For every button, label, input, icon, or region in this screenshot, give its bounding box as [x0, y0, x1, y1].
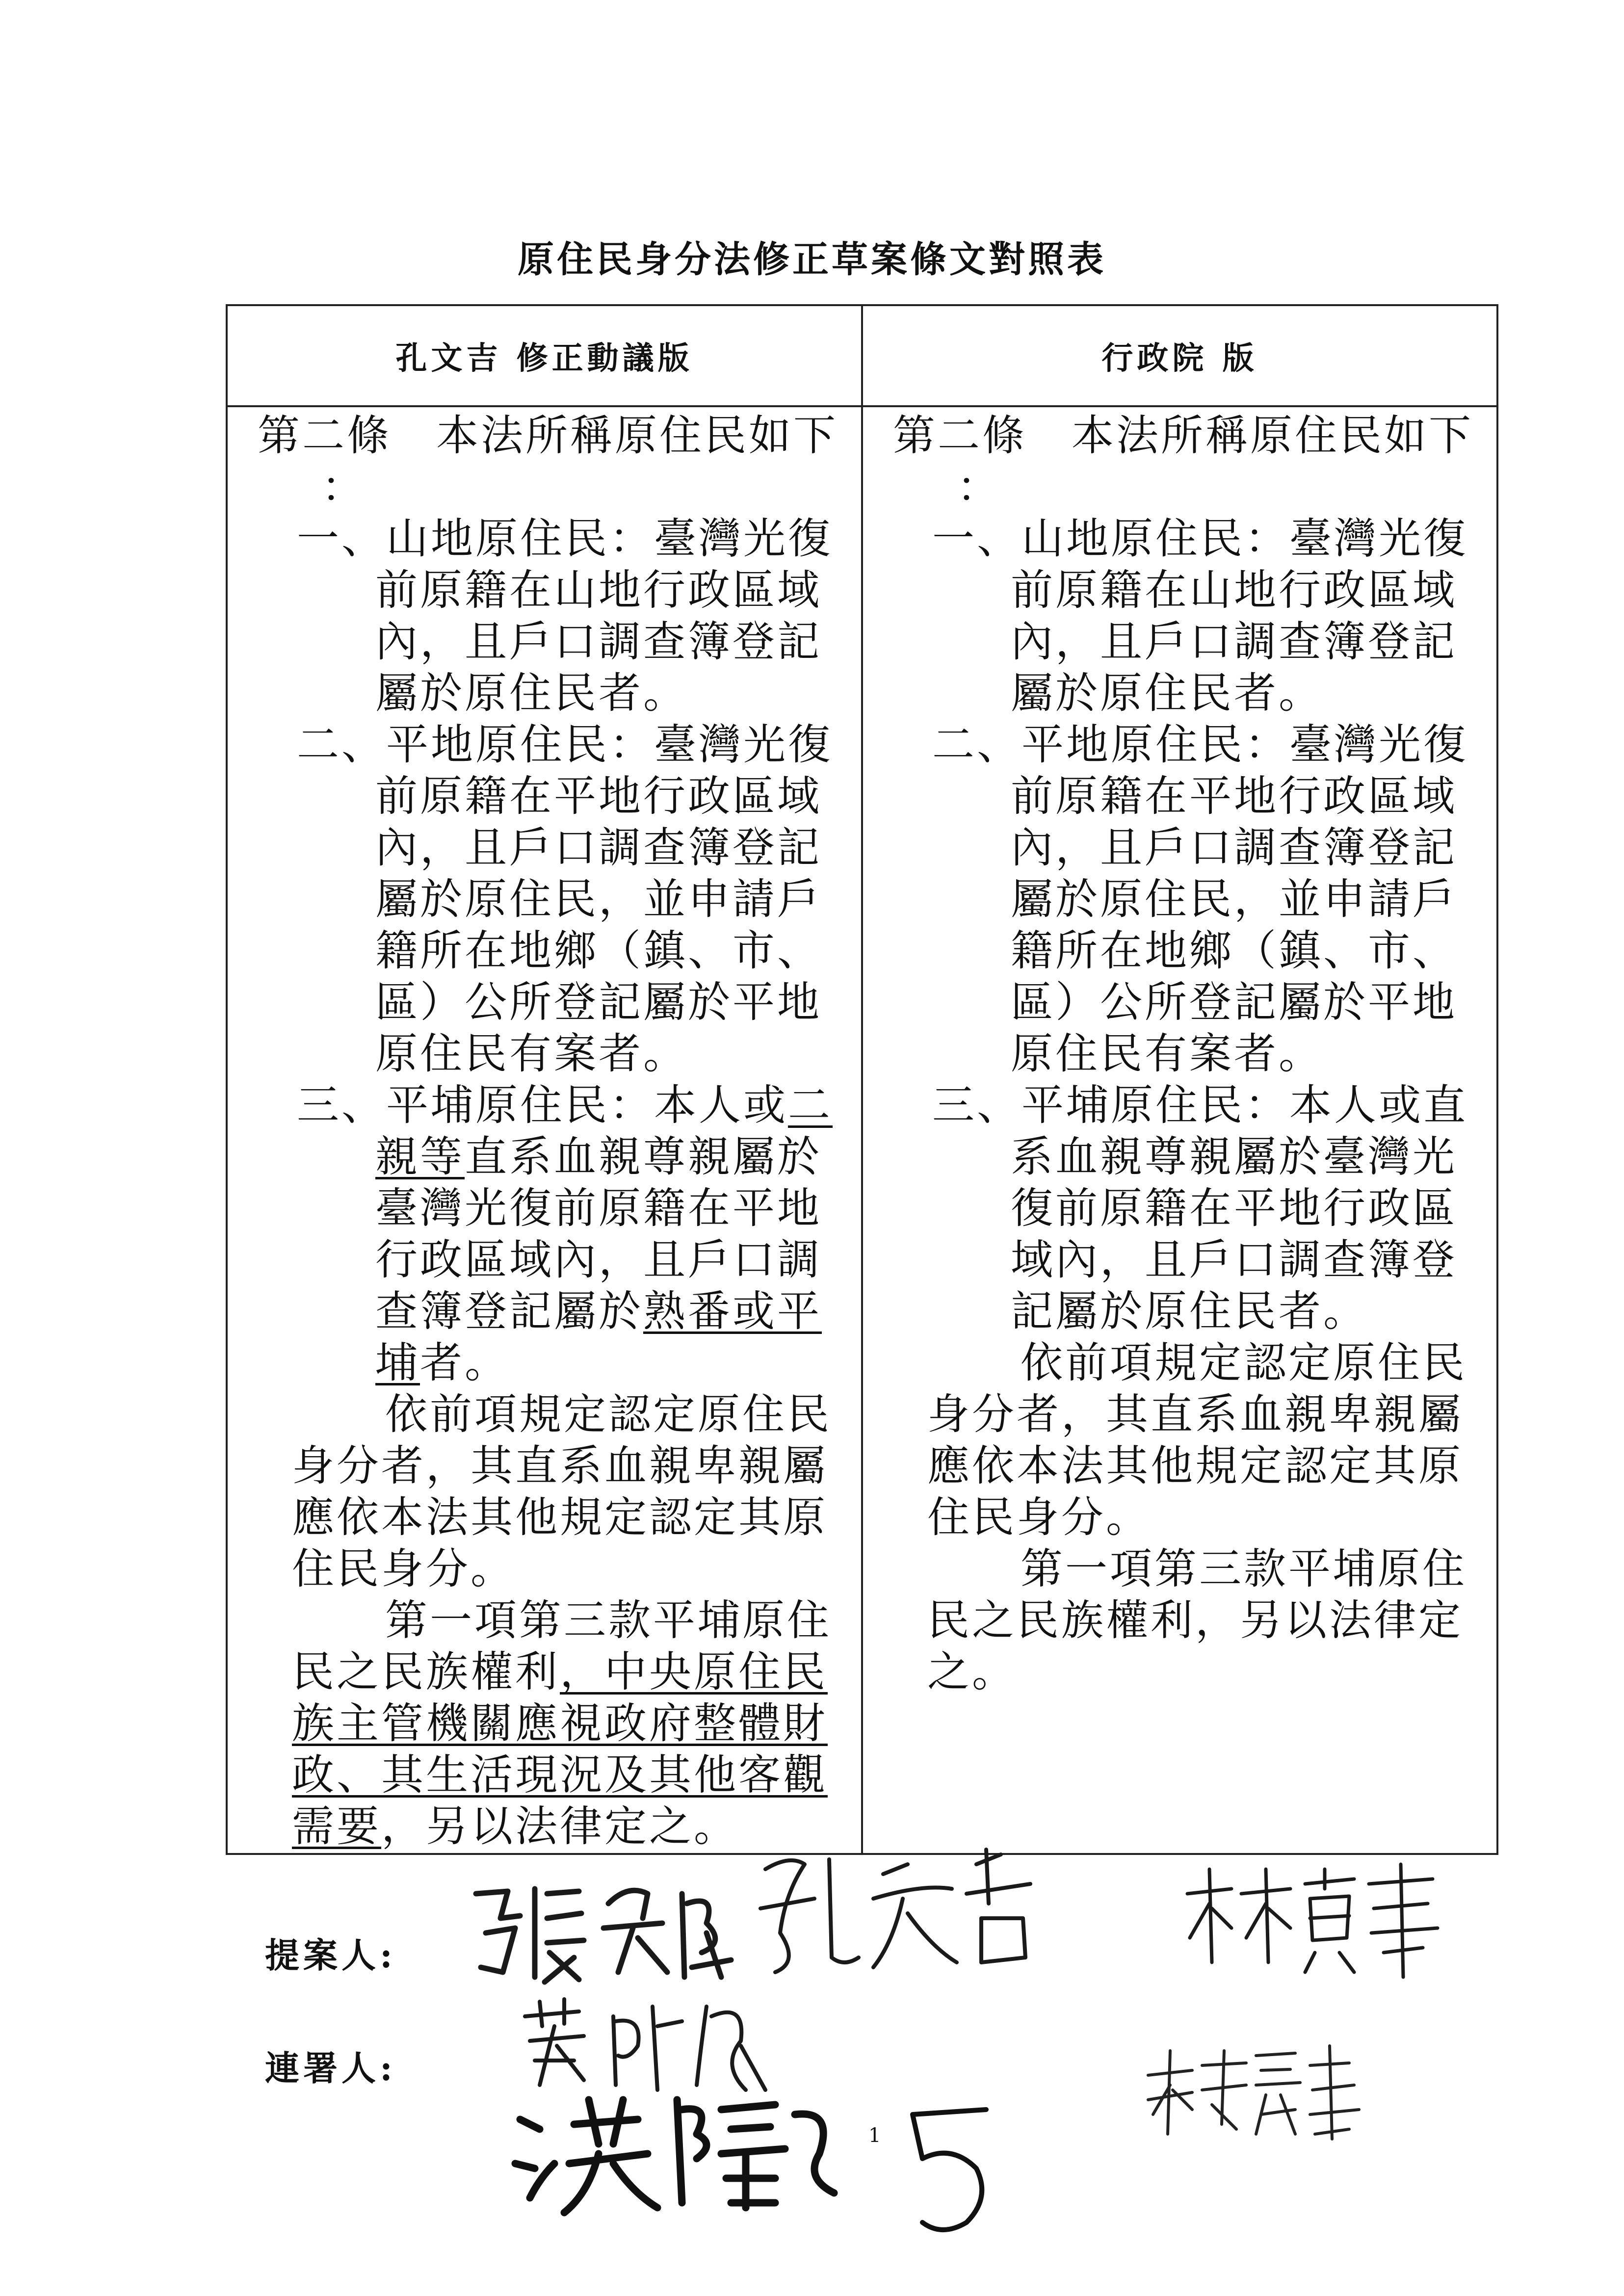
right-article-colon: ： [957, 463, 1001, 512]
right-item-1: 一、山地原住民：臺灣光復前原籍在山地行政區域內，且戶口調查簿登記屬於原住民者。 [932, 514, 1468, 718]
left-paragraph-3-text-b: ，另以法律定之。 [381, 1802, 738, 1851]
header-row [227, 305, 1497, 406]
left-paragraph-3-underlined: ，中央原住民族主管機關應視政府整體財政、其生活現況及其他客觀需要 [292, 1647, 828, 1851]
left-item-3-underlined-kinship: 二親等 [375, 1081, 833, 1181]
left-item-3-text-a: 三、平埔原住民：本人或 [297, 1081, 788, 1130]
left-article-line: 第二條 本法所稱原住民如下 [258, 411, 838, 460]
right-column [862, 406, 1497, 1854]
body-row [227, 406, 1497, 1854]
left-item-2: 二、平地原住民：臺灣光復前原籍在平地行政區域內，且戶口調查簿登記屬於原住民，並申請戶籍所在地鄉（鎮、市、區）公所登記屬於平地原住民有案者。 [297, 720, 833, 1078]
left-article-colon: ： [321, 463, 366, 512]
signature-cosigner-4 [1138, 2036, 1369, 2144]
signature-proposer-2 [746, 1835, 1060, 1982]
signature-cosigner-2 [500, 2080, 854, 2227]
left-column-header: 孔文吉 修正動議版 [227, 305, 862, 406]
comparison-table [226, 304, 1498, 1855]
right-paragraph-3: 第一項第三款平埔原住民之民族權利，另以法律定之。 [927, 1544, 1467, 1696]
left-item-3-text-c: 者。 [420, 1338, 509, 1387]
left-item-3-text-b: 直系血親尊親屬於臺灣光復前原籍在平地行政區域內，且戶口調查簿登記屬於 [375, 1132, 822, 1336]
signature-proposer-1 [461, 1874, 736, 1992]
left-item-1: 一、山地原住民：臺灣光復前原籍在山地行政區域內，且戶口調查簿登記屬於原住民者。 [297, 514, 833, 718]
left-paragraph-3 [292, 1595, 841, 1852]
left-item-3 [258, 1080, 841, 1389]
signature-proposer-3 [1178, 1854, 1462, 1982]
left-item-3-underlined-registration: 熟番或平埔 [375, 1287, 822, 1387]
right-item-3: 三、平埔原住民：本人或直系血親尊親屬於臺灣光復前原籍在平地行政區域內，且戶口調查簿登記屬於原住民者。 [932, 1081, 1468, 1336]
left-paragraph-2: 依前項規定認定原住民身分者，其直系血親卑親屬應依本法其他規定認定其原住民身分。 [292, 1390, 832, 1593]
page-number: 1 [868, 2124, 881, 2147]
signature-cosigner-3 [893, 2100, 1006, 2242]
left-article-heading [258, 410, 841, 513]
right-paragraph-2: 依前項規定認定原住民身分者，其直系血親卑親屬應依本法其他規定認定其原住民身分。 [927, 1338, 1467, 1542]
left-paragraph-3-text-a: 第一項第三款平埔原住民之民族權利 [292, 1596, 832, 1696]
right-article-heading [893, 410, 1476, 513]
document-title: 原住民身分法修正草案條文對照表 [518, 238, 1106, 281]
right-item-2: 二、平地原住民：臺灣光復前原籍在平地行政區域內，且戶口調查簿登記屬於原住民，並申請戶籍所在地鄉（鎮、市、區）公所登記屬於平地原住民有案者。 [932, 720, 1468, 1078]
left-column [227, 406, 862, 1854]
right-article-line: 第二條 本法所稱原住民如下 [893, 411, 1473, 460]
right-column-header: 行政院 版 [862, 305, 1497, 406]
cosigner-label: 連署人: [265, 2048, 396, 2088]
proposer-label: 提案人: [265, 1935, 396, 1976]
